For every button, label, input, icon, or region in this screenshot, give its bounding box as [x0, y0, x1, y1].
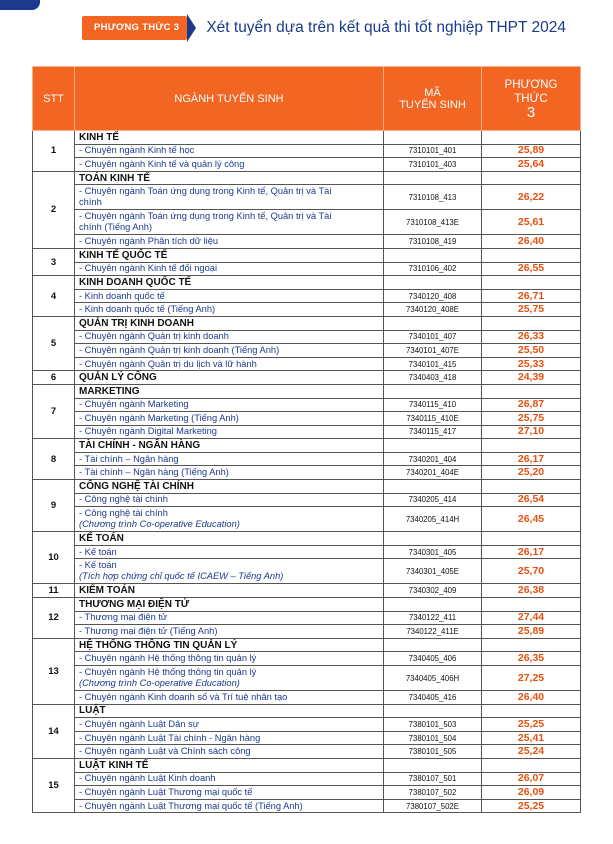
major-label-line1: - Chuyên ngành Kinh tế đối ngoại — [79, 263, 218, 274]
major-label — [75, 398, 384, 412]
major-label-line1: - Chuyên ngành Kinh doanh số và Trí tuệ nhân tạo — [79, 691, 288, 702]
major-code: 7340405_416 — [384, 691, 482, 705]
group-code — [384, 598, 482, 612]
major-label-line2: chính — [79, 197, 102, 208]
header-pt-line2: THỨC — [514, 92, 548, 105]
group-stt: 9 — [33, 480, 75, 532]
group-row — [33, 371, 581, 385]
method-badge: PHƯƠNG THỨC 3 — [82, 16, 187, 40]
group-stt: 10 — [33, 532, 75, 584]
group-code — [384, 316, 482, 330]
table-row — [33, 466, 581, 480]
table-row — [33, 289, 581, 303]
major-label-line1: - Chuyên ngành Luật Tài chính - Ngân hàng — [79, 732, 261, 743]
corner-decoration — [0, 0, 40, 10]
group-row — [33, 131, 581, 145]
header-phuong-thuc — [482, 67, 581, 131]
major-code: 7340120_408 — [384, 289, 482, 303]
table-row — [33, 303, 581, 317]
major-code: 7380101_504 — [384, 731, 482, 745]
table-row — [33, 185, 581, 210]
major-label-line1: - Công nghệ tài chính — [79, 494, 168, 505]
group-row — [33, 758, 581, 772]
major-score: 25,75 — [482, 303, 581, 317]
group-code — [384, 439, 482, 453]
major-score: 25,20 — [482, 466, 581, 480]
group-code: 7340302_409 — [384, 584, 482, 598]
major-label — [75, 545, 384, 559]
group-name: KINH DOANH QUỐC TẾ — [75, 276, 384, 290]
major-label-line1: - Chuyên ngành Kinh tế và quản lý công — [79, 158, 245, 169]
major-label — [75, 262, 384, 276]
major-score: 25,25 — [482, 799, 581, 813]
major-score: 26,45 — [482, 507, 581, 532]
major-code: 7340101_415 — [384, 357, 482, 371]
group-score — [482, 439, 581, 453]
major-label — [75, 718, 384, 732]
major-score: 27,10 — [482, 425, 581, 439]
major-label — [75, 731, 384, 745]
major-code: 7340115_410 — [384, 398, 482, 412]
table-row — [33, 262, 581, 276]
major-label — [75, 559, 384, 584]
group-score — [482, 131, 581, 145]
major-score: 25,64 — [482, 158, 581, 172]
major-code: 7310101_403 — [384, 158, 482, 172]
group-stt: 1 — [33, 131, 75, 172]
group-score — [482, 384, 581, 398]
table-row — [33, 412, 581, 426]
major-code: 7340122_411E — [384, 625, 482, 639]
group-row — [33, 248, 581, 262]
major-code: 7340122_411 — [384, 611, 482, 625]
group-name: KIỂM TOÁN — [75, 584, 384, 598]
major-label — [75, 652, 384, 666]
group-row — [33, 598, 581, 612]
major-score: 25,89 — [482, 144, 581, 158]
group-stt: 11 — [33, 584, 75, 598]
major-label — [75, 666, 384, 691]
group-code — [384, 131, 482, 145]
major-label — [75, 357, 384, 371]
major-label — [75, 185, 384, 210]
table-row — [33, 666, 581, 691]
major-score: 25,70 — [482, 559, 581, 584]
group-stt: 4 — [33, 276, 75, 317]
group-name: QUẢN TRỊ KINH DOANH — [75, 316, 384, 330]
group-row — [33, 316, 581, 330]
major-label-line1: - Thương mại điện tử (Tiếng Anh) — [79, 626, 218, 637]
major-label-line2: chính (Tiếng Anh) — [79, 222, 153, 233]
table-row — [33, 625, 581, 639]
page-title: Xét tuyển dựa trên kết quả thi tốt nghiệp THPT 2024 — [206, 19, 566, 36]
major-score: 25,41 — [482, 731, 581, 745]
major-code: 7340115_417 — [384, 425, 482, 439]
major-code: 7340405_406H — [384, 666, 482, 691]
table-row — [33, 357, 581, 371]
major-code: 7380101_503 — [384, 718, 482, 732]
table-row — [33, 786, 581, 800]
group-code — [384, 248, 482, 262]
group-stt: 13 — [33, 638, 75, 704]
major-score: 27,25 — [482, 666, 581, 691]
table-row — [33, 652, 581, 666]
header-stt: STT — [33, 67, 75, 131]
group-score — [482, 704, 581, 718]
major-label-line1: - Chuyên ngành Luật Thương mại quốc tế (Tiếng Anh) — [79, 800, 303, 811]
major-label-line1: - Công nghệ tài chính — [79, 508, 168, 519]
table-row — [33, 691, 581, 705]
table-row — [33, 718, 581, 732]
group-row — [33, 384, 581, 398]
major-label-line1: - Chuyên ngành Marketing — [79, 399, 189, 410]
major-label-line1: - Kế toán — [79, 546, 117, 557]
group-row — [33, 480, 581, 494]
major-code: 7310101_401 — [384, 144, 482, 158]
group-score — [482, 638, 581, 652]
major-score: 26,54 — [482, 493, 581, 507]
table-row — [33, 210, 581, 235]
major-code: 7310108_419 — [384, 235, 482, 249]
group-row — [33, 638, 581, 652]
group-score — [482, 248, 581, 262]
major-label — [75, 330, 384, 344]
major-label-line1: - Chuyên ngành Luật Thương mại quốc tế — [79, 786, 253, 797]
method-banner — [82, 14, 566, 42]
major-score: 25,33 — [482, 357, 581, 371]
major-label-line1: - Chuyên ngành Luật và Chính sách công — [79, 746, 251, 757]
header-ma-line1: MÃ — [424, 86, 441, 99]
group-name: THƯƠNG MẠI ĐIỆN TỬ — [75, 598, 384, 612]
major-label-line1: - Chuyên ngành Kinh tế học — [79, 145, 195, 156]
major-code: 7340405_406 — [384, 652, 482, 666]
major-code: 7340205_414 — [384, 493, 482, 507]
header-ma — [384, 67, 482, 131]
major-label-line1: - Chuyên ngành Quản trị du lịch và lữ hành — [79, 358, 257, 369]
major-label — [75, 210, 384, 235]
table-header-row — [33, 67, 581, 131]
major-score: 25,89 — [482, 625, 581, 639]
major-label — [75, 235, 384, 249]
group-name: KINH TẾ — [75, 131, 384, 145]
major-label-line1: - Chuyên ngành Luật Kinh doanh — [79, 773, 216, 784]
group-stt: 15 — [33, 758, 75, 812]
group-name: LUẬT — [75, 704, 384, 718]
table-row — [33, 425, 581, 439]
admission-table — [32, 66, 581, 813]
group-score — [482, 276, 581, 290]
major-score: 26,40 — [482, 235, 581, 249]
major-label — [75, 625, 384, 639]
table-row — [33, 772, 581, 786]
group-code — [384, 758, 482, 772]
group-stt: 3 — [33, 248, 75, 275]
major-label — [75, 745, 384, 759]
group-stt: 7 — [33, 384, 75, 438]
table-row — [33, 545, 581, 559]
major-code: 7340201_404E — [384, 466, 482, 480]
major-score: 26,22 — [482, 185, 581, 210]
table-row — [33, 452, 581, 466]
group-score — [482, 532, 581, 546]
major-score: 25,24 — [482, 745, 581, 759]
major-score: 26,33 — [482, 330, 581, 344]
major-label-line1: - Tài chính – Ngân hàng (Tiếng Anh) — [79, 467, 229, 478]
major-label-line1: - Chuyên ngành Toán ứng dụng trong Kinh tế, Quản trị và Tài — [79, 211, 332, 222]
major-label-line1: - Thương mại điện tử — [79, 612, 168, 623]
major-score: 26,40 — [482, 691, 581, 705]
major-code: 7340101_407 — [384, 330, 482, 344]
table-row — [33, 507, 581, 532]
major-label-line1: - Chuyên ngành Hệ thống thông tin quản lý — [79, 667, 257, 677]
group-stt: 12 — [33, 598, 75, 639]
major-code: 7340115_410E — [384, 412, 482, 426]
major-score: 25,50 — [482, 344, 581, 358]
group-row — [33, 276, 581, 290]
table-row — [33, 144, 581, 158]
major-label — [75, 452, 384, 466]
header-pt-line1: PHƯƠNG — [504, 78, 558, 91]
group-name: KẾ TOÁN — [75, 532, 384, 546]
major-score: 26,35 — [482, 652, 581, 666]
major-label — [75, 303, 384, 317]
table-row — [33, 330, 581, 344]
major-label — [75, 289, 384, 303]
major-code: 7340205_414H — [384, 507, 482, 532]
major-label-line1: - Chuyên ngành Digital Marketing — [79, 426, 217, 437]
table-row — [33, 235, 581, 249]
major-code: 7340301_405 — [384, 545, 482, 559]
major-label-line1: - Kinh doanh quốc tế — [79, 290, 165, 301]
major-label — [75, 507, 384, 532]
major-code: 7310108_413E — [384, 210, 482, 235]
group-name: LUẬT KINH TẾ — [75, 758, 384, 772]
major-label-line2: (Tích hợp chứng chỉ quốc tế ICAEW – Tiếng Anh) — [79, 571, 284, 582]
major-label — [75, 425, 384, 439]
group-code — [384, 704, 482, 718]
major-score: 26,07 — [482, 772, 581, 786]
major-label — [75, 691, 384, 705]
group-name: HỆ THỐNG THÔNG TIN QUẢN LÝ — [75, 638, 384, 652]
major-code: 7380107_502E — [384, 799, 482, 813]
major-score: 27,44 — [482, 611, 581, 625]
group-stt: 14 — [33, 704, 75, 758]
major-score: 25,75 — [482, 412, 581, 426]
major-code: 7340120_408E — [384, 303, 482, 317]
major-code: 7380107_502 — [384, 786, 482, 800]
table-row — [33, 611, 581, 625]
major-score: 26,09 — [482, 786, 581, 800]
major-label — [75, 466, 384, 480]
major-label — [75, 786, 384, 800]
major-code: 7310106_402 — [384, 262, 482, 276]
major-label-line1: - Kế toán — [79, 560, 117, 571]
major-label-line2: (Chương trình Co-operative Education) — [79, 519, 240, 530]
group-name: MARKETING — [75, 384, 384, 398]
major-code: 7310108_413 — [384, 185, 482, 210]
table-row — [33, 158, 581, 172]
major-score: 26,17 — [482, 452, 581, 466]
major-code: 7340201_404 — [384, 452, 482, 466]
group-score — [482, 480, 581, 494]
header-pt-line3: 3 — [526, 103, 536, 121]
major-score: 26,71 — [482, 289, 581, 303]
major-label — [75, 799, 384, 813]
major-label-line1: - Kinh doanh quốc tế (Tiếng Anh) — [79, 304, 216, 315]
group-row — [33, 439, 581, 453]
major-label — [75, 158, 384, 172]
major-score: 26,87 — [482, 398, 581, 412]
group-score — [482, 758, 581, 772]
major-label — [75, 344, 384, 358]
header-nganh: NGÀNH TUYỂN SINH — [75, 67, 384, 131]
table-row — [33, 731, 581, 745]
group-name: KINH TẾ QUỐC TẾ — [75, 248, 384, 262]
group-stt: 5 — [33, 316, 75, 370]
group-name: CÔNG NGHỆ TÀI CHÍNH — [75, 480, 384, 494]
table-row — [33, 799, 581, 813]
major-label — [75, 144, 384, 158]
major-score: 25,61 — [482, 210, 581, 235]
table-row — [33, 745, 581, 759]
group-score: 24,39 — [482, 371, 581, 385]
group-score — [482, 171, 581, 185]
table-row — [33, 344, 581, 358]
group-code — [384, 480, 482, 494]
major-label — [75, 493, 384, 507]
group-stt: 2 — [33, 171, 75, 248]
major-label — [75, 611, 384, 625]
group-row — [33, 584, 581, 598]
arrow-icon — [187, 14, 196, 42]
group-score — [482, 316, 581, 330]
major-score: 26,55 — [482, 262, 581, 276]
table-row — [33, 493, 581, 507]
group-score — [482, 598, 581, 612]
table-body — [33, 131, 581, 813]
group-name: TOÁN KINH TẾ — [75, 171, 384, 185]
table-row — [33, 398, 581, 412]
major-score: 25,25 — [482, 718, 581, 732]
group-row — [33, 532, 581, 546]
group-name: QUẢN LÝ CÔNG — [75, 371, 384, 385]
major-score: 26,17 — [482, 545, 581, 559]
group-code: 7340403_418 — [384, 371, 482, 385]
table-row — [33, 559, 581, 584]
group-score: 26,38 — [482, 584, 581, 598]
major-label-line1: - Chuyên ngành Quản trị kinh doanh — [79, 331, 229, 342]
major-label-line1: - Chuyên ngành Quản trị kinh doanh (Tiếng Anh) — [79, 344, 280, 355]
group-stt: 6 — [33, 371, 75, 385]
major-code: 7340301_405E — [384, 559, 482, 584]
major-label-line1: - Chuyên ngành Hệ thống thông tin quản lý — [79, 653, 257, 664]
major-label — [75, 412, 384, 426]
group-code — [384, 532, 482, 546]
major-label-line1: - Chuyên ngành Phân tích dữ liệu — [79, 236, 219, 247]
major-label-line1: - Chuyên ngành Toán ứng dụng trong Kinh tế, Quản trị và Tài — [79, 186, 332, 197]
major-code: 7380101_505 — [384, 745, 482, 759]
header-ma-line2: TUYỂN SINH — [399, 98, 466, 111]
group-name: TÀI CHÍNH - NGÂN HÀNG — [75, 439, 384, 453]
group-code — [384, 638, 482, 652]
major-code: 7340101_407E — [384, 344, 482, 358]
group-code — [384, 384, 482, 398]
group-row — [33, 704, 581, 718]
group-row — [33, 171, 581, 185]
group-stt: 8 — [33, 439, 75, 480]
major-label-line2: (Chương trình Co-operative Education) — [79, 678, 240, 688]
group-code — [384, 171, 482, 185]
major-label-line1: - Chuyên ngành Luật Dân sự — [79, 718, 199, 729]
group-code — [384, 276, 482, 290]
major-label-line1: - Chuyên ngành Marketing (Tiếng Anh) — [79, 412, 239, 423]
major-label-line1: - Tài chính – Ngân hàng — [79, 453, 179, 464]
major-label — [75, 772, 384, 786]
major-code: 7380107_501 — [384, 772, 482, 786]
